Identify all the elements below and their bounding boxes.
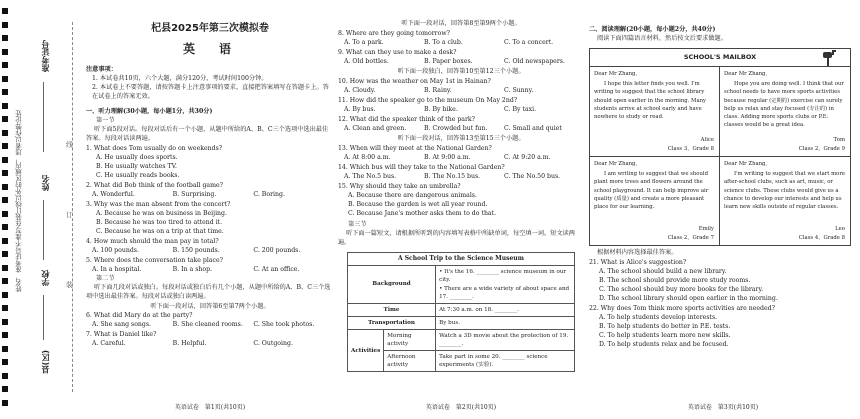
answer-option: C. At an office. xyxy=(253,265,300,273)
letter-greeting: Dear Mr Zhang, xyxy=(724,160,768,167)
letter-body: I'm writing to suggest that we start more after-school clubs, such as art, music, or science clubs. These clubs would give us a chance to develop our interests and help us learn new skills outside of regular classes. xyxy=(724,171,845,210)
table-cell-background xyxy=(436,266,575,303)
answer-option: C. To help students learn more new skills. xyxy=(599,331,731,339)
answer-option: A. Careful. xyxy=(92,340,126,348)
options-row xyxy=(92,340,334,349)
question-stem: 22. Why does Tom think more sports activities are needed? xyxy=(589,304,775,312)
answer-option: C. He usually reads books. xyxy=(96,171,180,179)
answer-option: B. To help students do better in P.E. tests. xyxy=(599,322,731,330)
question-15-option: A. Because there are dangerous animals. xyxy=(348,191,477,199)
part-3-instructions: 听下面一篇短文，请根据所听到的内容填写表格中所缺单词，每空填一词。短文读两遍。 xyxy=(338,229,575,246)
letter-signature-name: Alice xyxy=(700,136,714,143)
questions-21-22 xyxy=(589,259,857,350)
blank-17-line: • There are a wide variety of about space and 17. ________. xyxy=(439,285,570,300)
mailbox-header xyxy=(590,49,850,67)
answer-option: B. Surprising. xyxy=(172,190,217,198)
question-stem: 2. What did Bob think of the football game? xyxy=(86,181,223,189)
blank-20-line: Take part in some 20. ________ science experiments (实验). xyxy=(436,351,575,372)
table-label-morning: Morning activity xyxy=(384,329,436,350)
page-footer: 英语试卷 第2页(共10页) xyxy=(425,404,497,412)
question-stem: 8. Where are they going tomorrow? xyxy=(338,29,450,37)
answer-option: C. At 9:20 a.m. xyxy=(504,153,551,161)
answer-option: A. Old bottles. xyxy=(344,57,389,65)
answer-option: B. By bike. xyxy=(424,105,458,113)
questions-6-7 xyxy=(86,312,334,349)
letter-signature-name: Emily xyxy=(698,225,714,232)
letter-greeting: Dear Mr Zhang, xyxy=(594,70,638,77)
subheading-13-15: 听下面一段对话，回答第13至第15三个小题。 xyxy=(397,134,525,142)
answer-option: B. Rainy. xyxy=(424,86,452,94)
question-stem: 4. How much should the man pay in total? xyxy=(86,237,219,245)
answer-option: C. Small and quiet xyxy=(504,124,562,132)
answer-option: B. Because he was too tired to attend it. xyxy=(96,218,223,226)
letter-body: I hope this letter finds you well. I'm writing to suggest that the school library should open earlier in the morning. Many students arrive at school early and have nowhere to study or read. xyxy=(594,81,707,120)
page-footer: 英语试卷 第1页(共10页) xyxy=(174,404,246,412)
table-label-background: Background xyxy=(348,266,436,303)
cut-mark-order: 订 xyxy=(66,211,73,219)
school-mailbox xyxy=(589,48,851,246)
letter-signature-class: Class 4，Grade 8 xyxy=(798,234,845,241)
question-stem: 11. How did the speaker go to the museum On May 2nd? xyxy=(338,96,518,104)
answer-option: A. Cloudy. xyxy=(344,86,376,94)
letter-signature-class: Class 2，Grade 9 xyxy=(798,145,845,152)
answer-option: A. Because he was on business in Beijing. xyxy=(96,209,227,217)
question-stem: 10. How was the weather on May 1st in Hainan? xyxy=(338,77,491,85)
part-2-instructions: 听下面几段对话或独白。每段对话或独白后有几个小题，从题中所给的A、B、C三个选项中选出最佳答案。每段对话或独白读两遍。 xyxy=(86,283,331,300)
part-1-instructions: 听下面5段对话。每段对话后有一个小题，从题中所给的A、B、C三个选项中选出最佳答案。每段对话读两遍。 xyxy=(86,125,329,142)
options-row xyxy=(92,321,334,330)
question-stem: 6. What did Mary do at the party? xyxy=(86,312,193,320)
answer-option: B. He usually watches TV. xyxy=(96,162,177,170)
part-2-subheading: 听下面一段对话，回答第6至第7两个小题。 xyxy=(150,302,270,310)
answer-option: A. Wonderful. xyxy=(92,190,135,198)
answer-option: D. To help students relax and be focused. xyxy=(599,340,729,348)
cut-mark-bind: 装 xyxy=(66,281,73,289)
question-stem: 3. Why was the man absent from the concert? xyxy=(86,200,231,208)
table-label-activities: Activities xyxy=(348,329,384,371)
answer-option: A. 100 pounds. xyxy=(92,246,139,254)
options-row xyxy=(92,247,334,256)
subject-title: 英 语 xyxy=(182,41,237,56)
answer-option: A. In a hospital. xyxy=(92,265,142,273)
question-stem: 21. What is Alice's suggestion? xyxy=(589,258,687,266)
answer-option: C. The No.50 bus. xyxy=(504,172,561,180)
answer-option: A. At 8:00 a.m. xyxy=(344,153,391,161)
answer-option: A. The school should build a new library. xyxy=(599,267,727,275)
question-stem: 5. Where does the conversation take place? xyxy=(86,256,223,264)
binding-dashed-line xyxy=(72,22,73,392)
mailbox-title: SCHOOL'S MAILBOX xyxy=(683,52,757,61)
answer-option: B. 150 pounds. xyxy=(172,246,220,254)
question-stem: 7. What is Daniel like? xyxy=(86,331,157,339)
answer-option: B. Crowded but fun. xyxy=(424,124,488,132)
binding-warning: 姓名、准考证号不准写在装订线以外的区域内，违者以作弊论处 xyxy=(15,110,23,292)
notice-item: 1. 本试卷共10页，六个大题，满分120分，考试时间100分钟。 xyxy=(92,74,268,82)
label-name: 姓名 xyxy=(41,175,50,191)
answer-option: A. He usually does sports. xyxy=(96,153,178,161)
question-15-option: C. Because Jane's mother asks them to do that. xyxy=(348,209,497,217)
reading-instructions: 根据材料内容选择最佳答案。 xyxy=(597,248,678,256)
label-exam-number: 准考证号 xyxy=(41,40,50,72)
question-stem: 12. What did the speaker think of the park? xyxy=(338,115,475,123)
options-row xyxy=(344,125,584,134)
table-title: A School Trip to the Science Museum xyxy=(348,252,575,266)
subheading-8-9: 听下面一段对话，回答第8至第9两个小题。 xyxy=(401,20,521,27)
options-row xyxy=(92,266,334,275)
answer-option: A. Clean and green. xyxy=(344,124,407,132)
page-2 xyxy=(338,0,584,419)
options-row xyxy=(344,58,584,67)
page-1 xyxy=(86,0,334,419)
question-stem: 13. When will they meet at the National Garden? xyxy=(338,144,492,152)
subheading-10-12: 听下面一段独白，回答第10至第12三个小题。 xyxy=(397,67,525,75)
answer-option: C. Sunny. xyxy=(504,86,534,94)
answer-option: A. To help students develop interests. xyxy=(599,313,718,321)
blank-18-line: At 7:30 a.m. on 18. ________. xyxy=(436,303,575,316)
question-stem: 14. Which bus will they take to the National Garden? xyxy=(338,163,505,171)
table-cell-transport: By bus. xyxy=(436,316,575,329)
answer-option: C. Outgoing. xyxy=(253,340,293,348)
letter-card xyxy=(720,67,850,157)
answer-option: C. Boring. xyxy=(253,190,285,198)
answer-option: A. By bus. xyxy=(344,105,376,113)
options-row xyxy=(344,39,584,48)
notice-heading: 注意事项： xyxy=(86,65,117,73)
letter-card xyxy=(720,157,850,245)
answer-option: B. Paper boxes. xyxy=(424,57,473,65)
question-stem: 1. What does Tom usually do on weekends? xyxy=(86,144,223,152)
questions-1-5 xyxy=(86,145,334,275)
options-row xyxy=(344,154,584,163)
letter-signature-class: Class 2，Grade 7 xyxy=(667,234,714,241)
table-label-transport: Transportation xyxy=(348,316,436,329)
table-label-time: Time xyxy=(348,303,436,316)
answer-option: B. In a shop. xyxy=(172,265,213,273)
cut-mark-line: 线 xyxy=(66,141,73,149)
letter-signature-class: Class 3，Grade 8 xyxy=(667,145,714,152)
answer-option: A. To a park. xyxy=(344,38,384,46)
questions-13-14 xyxy=(338,145,584,182)
options-row xyxy=(344,87,584,96)
answer-option: C. 200 pounds. xyxy=(253,246,301,254)
letter-card xyxy=(590,157,720,245)
registration-marks xyxy=(2,8,8,413)
answer-option: B. The school should provide more study rooms. xyxy=(599,276,751,284)
notice-item: 2. 本试卷上不要答题，请按答题卡上注意事项的要求，直接把答案填写在答题卡上。答在试卷上的答案无效。 xyxy=(92,83,329,100)
answer-option: B. At 9:00 a.m. xyxy=(424,153,471,161)
trip-info-table xyxy=(347,252,575,373)
questions-8-9 xyxy=(338,30,584,67)
page-footer: 英语试卷 第3页(共10页) xyxy=(687,404,759,412)
part-2-title: 第二节 xyxy=(96,274,115,282)
label-county: 县(区) xyxy=(41,350,50,374)
page-3 xyxy=(589,0,857,419)
options-row xyxy=(344,106,584,115)
letters-grid xyxy=(590,67,850,245)
answer-option: A. The No.5 bus. xyxy=(344,172,397,180)
letter-greeting: Dear Mr Zhang, xyxy=(724,70,768,77)
letter-body: Hope you are doing well. I think that our school needs to have more sports activities because regular (定期的) exercise can surely help us relax and stay focused (专注的) in class. Adding more sports clubs or P.E. classes would be a great idea. xyxy=(724,81,844,129)
part-1-title: 第一节 xyxy=(96,116,115,124)
exam-title: 杞县2025年第三次模拟卷 xyxy=(151,23,269,34)
answer-option: B. The No.15 bus. xyxy=(424,172,481,180)
part-3-title: 第三节 xyxy=(348,220,367,228)
section-1-title: 一、听力理解(30小题，每小题1分，共30分) xyxy=(86,107,213,115)
letter-card xyxy=(590,67,720,157)
letter-signature-name: Tom xyxy=(833,136,845,143)
section-2-instructions: 阅读下面四篇语言材料，然后按文后要求做题。 xyxy=(597,34,727,42)
question-stem: 9. What can they use to make a desk? xyxy=(338,48,457,56)
answer-option: D. The school library should open earlier in the morning. xyxy=(599,294,778,302)
table-label-afternoon: Afternoon activity xyxy=(384,351,436,372)
label-school: 学校 xyxy=(41,270,50,286)
letter-greeting: Dear Mr Zhang, xyxy=(594,160,638,167)
answer-option: C. By taxi. xyxy=(504,105,537,113)
options-row xyxy=(92,191,334,200)
binding-margin xyxy=(0,0,82,419)
answer-option: C. She took photos. xyxy=(253,321,315,329)
answer-option: B. Helpful. xyxy=(172,340,207,348)
blank-19-line: Watch a 3D movie about the protection of 19. ________. xyxy=(436,329,575,350)
answer-option: B. She cleaned rooms. xyxy=(172,321,243,329)
answer-option: A. She sang songs. xyxy=(92,321,152,329)
answer-option: B. To a club. xyxy=(424,38,463,46)
notice-list xyxy=(86,75,334,102)
questions-10-12 xyxy=(338,78,584,134)
section-2-title: 二、阅读理解(20小题，每小题2分，共40分) xyxy=(589,26,716,33)
blank-16-line: • It's the 16. ________ science museum in our city. xyxy=(439,269,567,284)
mailbox-icon xyxy=(822,50,836,66)
answer-option: C. To a concert. xyxy=(504,38,554,46)
options-row xyxy=(344,173,584,182)
answer-option: C. Because he was on a trip at that time. xyxy=(96,227,224,235)
question-15: 15. Why should they take an umbrella? xyxy=(338,182,461,190)
answer-option: C. The school should buy more books for the library. xyxy=(599,285,764,293)
question-15-option: B. Because the garden is wet all year round. xyxy=(348,200,488,208)
answer-option: C. Old newspapers. xyxy=(504,57,565,65)
letter-signature-name: Leo xyxy=(835,225,845,232)
letter-body: I am writing to suggest that we should plant more trees and flowers around the school playground. It can help improve air quality (质量) and create a more pleasant place for our learning. xyxy=(594,171,709,210)
